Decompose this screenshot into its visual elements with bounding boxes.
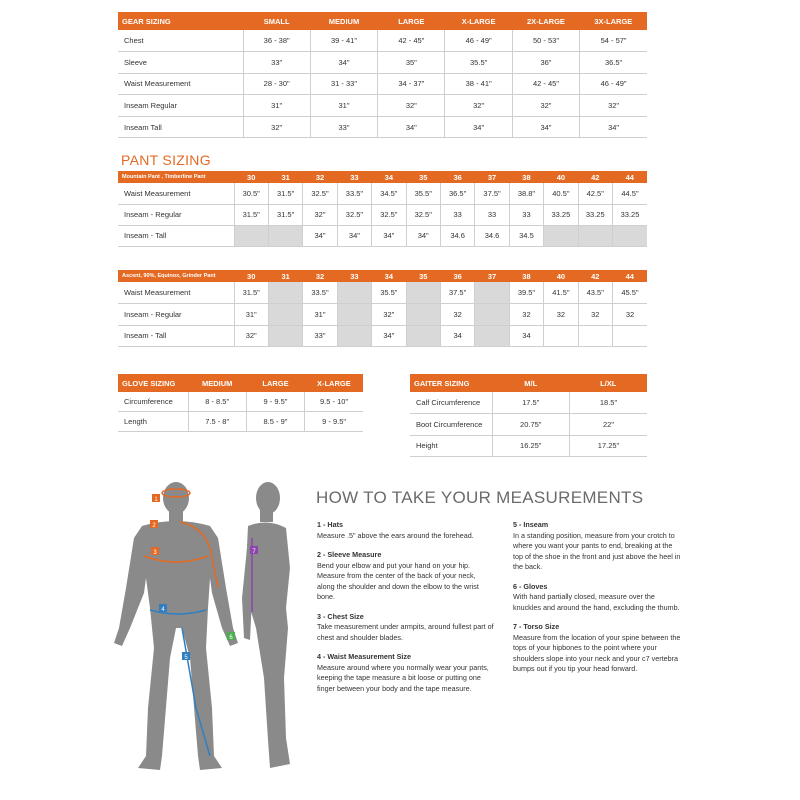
table-cell: 38.8" (509, 183, 543, 204)
table-cell: 34" (310, 52, 377, 74)
table-cell (406, 325, 440, 347)
table-cell (578, 225, 612, 246)
measure-item-title: 2 - Sleeve Measure (317, 550, 382, 559)
measure-item-text: Take measurement under armpits, around fullest part of chest and shoulder blades. (317, 622, 494, 642)
table-cell: 31" (303, 304, 337, 326)
label-4: 4 (161, 607, 165, 613)
table-cell: 45.5" (612, 282, 647, 304)
table-cell: 32 (509, 304, 543, 326)
table-cell: 31" (234, 304, 268, 326)
measure-item-text: Measure from the location of your spine between the tops of your hipbones to the point where your shoulders slope into your neck and your c7 vertebra bumps out if you tip your head forward. (513, 632, 681, 673)
table-cell: 34.5 (509, 225, 543, 246)
row-label: Inseam - Regular (118, 304, 234, 326)
row-label: Inseam - Tall (118, 325, 234, 347)
pant2-header-7: 36 (440, 270, 474, 282)
pant2-header-0: Ascent, 90%, Equinox, Grinder Pant (118, 270, 234, 282)
table-row (118, 225, 647, 246)
pant1-header-7: 36 (440, 171, 474, 183)
table-cell: 37.5" (475, 183, 509, 204)
table-cell: 31.5" (268, 183, 302, 204)
table-cell: 54 - 57" (580, 30, 647, 52)
table-cell: 33" (243, 52, 310, 74)
measure-item (513, 520, 683, 573)
table-cell: 9 - 9.5" (246, 392, 304, 412)
table-cell: 32" (234, 325, 268, 347)
table-cell: 46 - 49" (445, 30, 512, 52)
measure-item-title: 5 - Inseam (513, 520, 549, 529)
label-6: 6 (229, 635, 233, 641)
table-cell: 34" (372, 325, 406, 347)
glove-sizing-table (118, 374, 363, 432)
table-cell (268, 225, 302, 246)
table-cell: 33.25 (612, 204, 647, 225)
gaiter-sizing-table (410, 374, 647, 457)
table-cell: 32" (445, 95, 512, 117)
pant1-header-12: 44 (612, 171, 647, 183)
row-label: Boot Circumference (410, 414, 492, 436)
pant-sizing-title: PANT SIZING (121, 152, 211, 168)
measurement-figures (100, 478, 310, 774)
table-cell: 9 - 9.5" (305, 412, 363, 432)
row-label: Inseam - Tall (118, 225, 234, 246)
pant2-header-12: 44 (612, 270, 647, 282)
table-cell: 31" (243, 95, 310, 117)
table-cell: 32" (303, 204, 337, 225)
row-label: Waist Measurement (118, 73, 243, 95)
pant1-header-0: Mountain Pant , Timberline Pant (118, 171, 234, 183)
table-row (118, 282, 647, 304)
table-cell: 34" (372, 225, 406, 246)
measure-item-text: With hand partially closed, measure over the knuckles and around the hand, excluding the thumb. (513, 592, 680, 612)
gear-header-2: MEDIUM (310, 12, 377, 30)
gaiter-header-0: GAITER SIZING (410, 374, 492, 392)
table-cell: 36" (512, 52, 579, 74)
table-cell: 37.5" (440, 282, 474, 304)
table-cell: 8 - 8.5" (188, 392, 246, 412)
row-label: Waist Measurement (118, 183, 234, 204)
table-cell: 42.5" (578, 183, 612, 204)
table-cell: 39 - 41" (310, 30, 377, 52)
table-cell: 32.5" (303, 183, 337, 204)
table-row (118, 204, 647, 225)
pant2-header-3: 32 (303, 270, 337, 282)
table-cell: 31.5" (234, 204, 268, 225)
table-cell: 34 (509, 325, 543, 347)
glove-header-0: GLOVE SIZING (118, 374, 188, 392)
measure-item-text: Measure around where you normally wear your pants, keeping the tape measure a bit loose or putting one finger between your body and the tape measure. (317, 662, 489, 693)
table-cell: 31" (310, 95, 377, 117)
table-row (118, 30, 647, 52)
table-cell: 42 - 45" (378, 30, 445, 52)
table-cell: 33 (509, 204, 543, 225)
measure-item-title: 6 - Gloves (513, 581, 548, 591)
label-5: 5 (184, 655, 188, 661)
table-cell: 34.6 (440, 225, 474, 246)
table-row (410, 392, 647, 414)
table-cell: 32 (578, 304, 612, 326)
label-1: 1 (154, 497, 158, 503)
pant1-header-1: 30 (234, 171, 268, 183)
glove-header-2: LARGE (246, 374, 304, 392)
gear-header-4: X-LARGE (445, 12, 512, 30)
label-7: 7 (252, 549, 256, 555)
how-to-measure-title: HOW TO TAKE YOUR MEASUREMENTS (316, 488, 644, 507)
table-row (118, 412, 363, 432)
pant1-header-2: 31 (268, 171, 302, 183)
table-cell: 34" (580, 116, 647, 138)
table-cell (337, 304, 371, 326)
table-cell (475, 282, 509, 304)
table-cell: 43.5" (578, 282, 612, 304)
measure-item-text: In a standing position, measure from your crotch to where you want your pants to end, breaking at the top of the shoe in the front and just above the heel in the back. (513, 530, 681, 571)
table-cell: 30.5" (234, 183, 268, 204)
table-row (410, 414, 647, 436)
table-row (118, 183, 647, 204)
gear-sizing-table (118, 12, 647, 138)
table-cell: 36.5" (580, 52, 647, 74)
table-cell: 36 - 38" (243, 30, 310, 52)
gaiter-header-1: M/L (492, 374, 570, 392)
gear-header-3: LARGE (378, 12, 445, 30)
measure-item (513, 622, 683, 675)
table-row (118, 116, 647, 138)
table-cell: 22" (570, 414, 648, 436)
table-cell: 32 (440, 304, 474, 326)
measure-item-title: 1 - Hats (317, 520, 343, 529)
table-cell: 34 - 37" (378, 73, 445, 95)
table-cell: 16.25" (492, 435, 570, 457)
pant1-header-10: 40 (544, 171, 578, 183)
table-cell: 34 (440, 325, 474, 347)
table-cell (268, 282, 302, 304)
glove-header-3: X-LARGE (305, 374, 363, 392)
table-cell (406, 282, 440, 304)
row-label: Circumference (118, 392, 188, 412)
row-label: Inseam Regular (118, 95, 243, 117)
pant2-header-9: 38 (509, 270, 543, 282)
measure-item (317, 520, 495, 541)
table-cell: 34" (303, 225, 337, 246)
table-cell: 42 - 45" (512, 73, 579, 95)
pant1-header-5: 34 (372, 171, 406, 183)
pant-sizing-table-ascent (118, 270, 647, 347)
gear-header-0: GEAR SIZING (118, 12, 243, 30)
table-cell (268, 304, 302, 326)
table-row (118, 392, 363, 412)
table-cell (337, 282, 371, 304)
table-cell: 32.5" (406, 204, 440, 225)
measure-item-title: 3 - Chest Size (317, 611, 364, 621)
table-cell: 32" (372, 304, 406, 326)
pant2-header-10: 40 (544, 270, 578, 282)
table-row (118, 325, 647, 347)
measure-item (513, 582, 683, 614)
table-cell: 34" (378, 116, 445, 138)
table-cell: 35" (378, 52, 445, 74)
pant1-header-3: 32 (303, 171, 337, 183)
table-cell: 18.5" (570, 392, 648, 414)
table-cell: 33" (303, 325, 337, 347)
table-cell: 32" (512, 95, 579, 117)
table-cell: 32 (612, 304, 647, 326)
table-cell (234, 225, 268, 246)
table-cell: 9.5 - 10" (305, 392, 363, 412)
gear-header-5: 2X-LARGE (512, 12, 579, 30)
measure-instructions-right (513, 520, 683, 684)
table-row (118, 73, 647, 95)
gaiter-header-2: L/XL (570, 374, 648, 392)
label-2: 2 (152, 523, 156, 529)
gear-header-6: 3X-LARGE (580, 12, 647, 30)
table-cell: 17.5" (492, 392, 570, 414)
table-cell: 31 - 33" (310, 73, 377, 95)
row-label: Calf Circumference (410, 392, 492, 414)
row-label: Inseam Tall (118, 116, 243, 138)
pant2-header-1: 30 (234, 270, 268, 282)
pant2-header-11: 42 (578, 270, 612, 282)
table-cell (578, 325, 612, 347)
table-row (118, 52, 647, 74)
table-cell (612, 325, 647, 347)
row-label: Height (410, 435, 492, 457)
pant1-header-6: 35 (406, 171, 440, 183)
table-cell: 35.5" (445, 52, 512, 74)
pant2-header-8: 37 (475, 270, 509, 282)
measure-instructions-left (317, 520, 495, 703)
measure-item-text: Bend your elbow and put your hand on your hip. Measure from the center of the back of your neck, along the shoulder and down the elbow to the wrist bone. (317, 560, 479, 601)
table-cell: 40.5" (544, 183, 578, 204)
pant2-header-4: 33 (337, 270, 371, 282)
table-cell: 33 (440, 204, 474, 225)
table-cell: 32.5" (337, 204, 371, 225)
table-cell: 34" (445, 116, 512, 138)
table-cell: 44.5" (612, 183, 647, 204)
table-cell: 31.5" (268, 204, 302, 225)
table-cell: 33" (310, 116, 377, 138)
table-cell: 32 (544, 304, 578, 326)
table-cell: 34" (406, 225, 440, 246)
table-cell: 35.5" (372, 282, 406, 304)
table-cell (406, 304, 440, 326)
table-cell: 39.5" (509, 282, 543, 304)
measure-item (317, 652, 495, 694)
table-cell: 34.5" (372, 183, 406, 204)
table-cell: 32" (243, 116, 310, 138)
table-cell: 41.5" (544, 282, 578, 304)
table-cell: 33.5" (337, 183, 371, 204)
table-cell (337, 325, 371, 347)
table-cell: 34" (512, 116, 579, 138)
pant2-header-5: 34 (372, 270, 406, 282)
table-cell: 36.5" (440, 183, 474, 204)
row-label: Waist Measurement (118, 282, 234, 304)
table-cell: 20.75" (492, 414, 570, 436)
glove-header-1: MEDIUM (188, 374, 246, 392)
table-cell: 46 - 49" (580, 73, 647, 95)
table-cell: 32.5" (372, 204, 406, 225)
row-label: Inseam - Regular (118, 204, 234, 225)
table-cell: 31.5" (234, 282, 268, 304)
measure-item (317, 612, 495, 644)
pant1-header-11: 42 (578, 171, 612, 183)
table-cell (475, 304, 509, 326)
table-cell (268, 325, 302, 347)
pant-sizing-table-mountain (118, 171, 647, 247)
pant1-header-8: 37 (475, 171, 509, 183)
table-cell: 33.25 (544, 204, 578, 225)
pant1-header-4: 33 (337, 171, 371, 183)
table-row (118, 304, 647, 326)
front-figure (114, 482, 238, 770)
table-cell (475, 325, 509, 347)
gear-header-1: SMALL (243, 12, 310, 30)
side-figure (242, 482, 290, 768)
table-cell: 35.5" (406, 183, 440, 204)
table-cell: 28 - 30" (243, 73, 310, 95)
table-cell: 34.6 (475, 225, 509, 246)
measure-item (317, 550, 495, 603)
label-3: 3 (153, 550, 157, 556)
table-row (410, 435, 647, 457)
pant2-header-6: 35 (406, 270, 440, 282)
table-cell: 7.5 - 8" (188, 412, 246, 432)
table-cell (612, 225, 647, 246)
table-cell: 34" (337, 225, 371, 246)
table-cell: 32" (378, 95, 445, 117)
row-label: Chest (118, 30, 243, 52)
table-cell: 32" (580, 95, 647, 117)
table-cell: 33.25 (578, 204, 612, 225)
table-cell: 8.5 - 9" (246, 412, 304, 432)
table-cell: 50 - 53" (512, 30, 579, 52)
pant1-header-9: 38 (509, 171, 543, 183)
row-label: Sleeve (118, 52, 243, 74)
table-row (118, 95, 647, 117)
row-label: Length (118, 412, 188, 432)
table-cell: 33 (475, 204, 509, 225)
measure-item-title: 7 - Torso Size (513, 622, 560, 631)
table-cell (544, 225, 578, 246)
table-cell: 38 - 41" (445, 73, 512, 95)
table-cell: 33.5" (303, 282, 337, 304)
table-cell: 17.25" (570, 435, 648, 457)
table-cell (544, 325, 578, 347)
measure-item-text: Measure .5" above the ears around the forehead. (317, 530, 474, 540)
measure-item-title: 4 - Waist Measurement Size (317, 652, 411, 661)
pant2-header-2: 31 (268, 270, 302, 282)
